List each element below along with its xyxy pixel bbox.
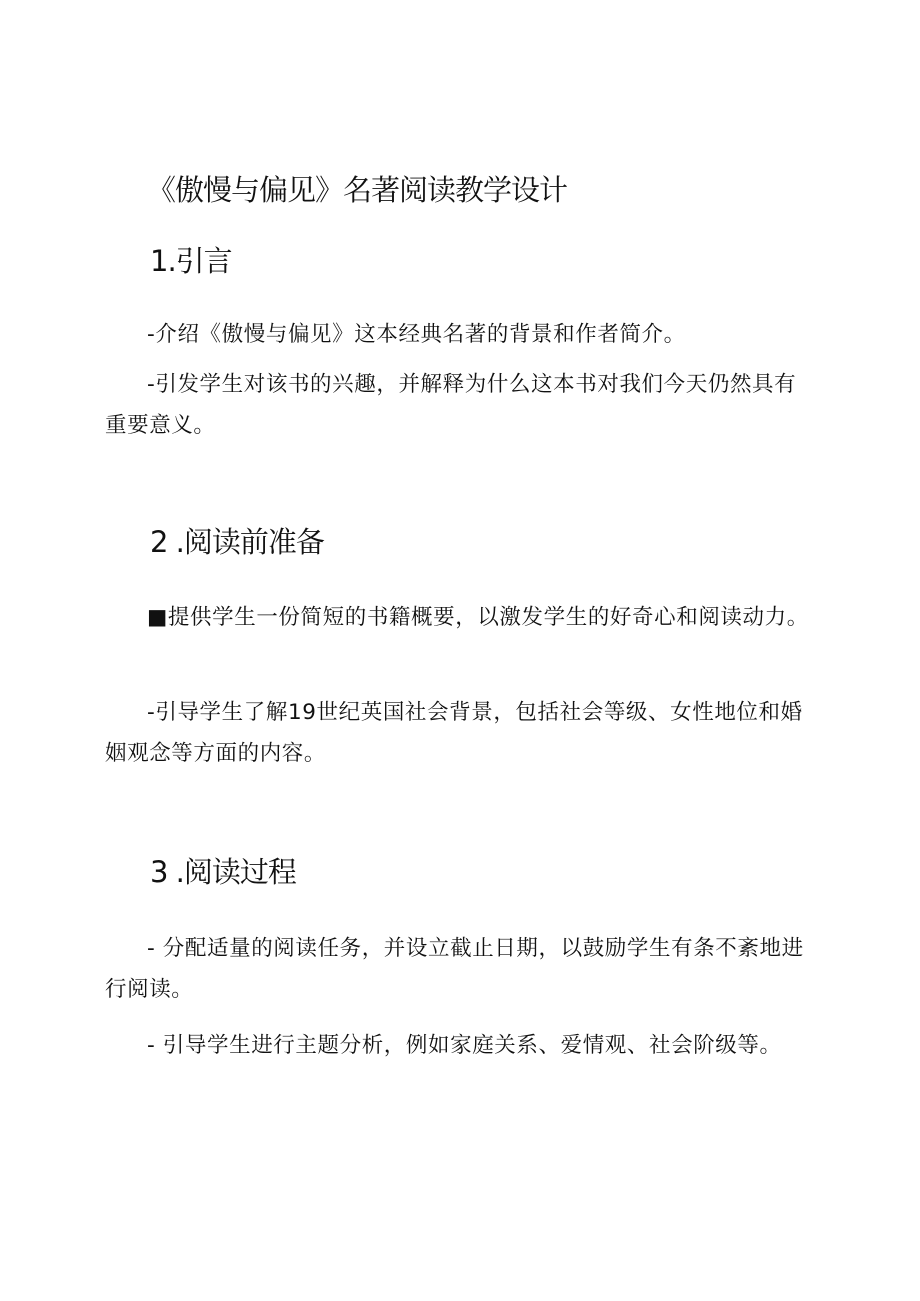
paragraph: ■提供学生一份简短的书籍概要，以激发学生的好奇心和阅读动力。	[147, 605, 809, 630]
paragraph: -引发学生对该书的兴趣，并解释为什么这本书对我们今天仍然具有重要意义。	[105, 372, 797, 438]
paragraph: - 引导学生进行主题分析，例如家庭关系、爱情观、社会阶级等。	[147, 1033, 782, 1058]
section-heading-pre-reading: 2 .阅读前准备	[150, 525, 324, 559]
paragraph: - 分配适量的阅读任务，并设立截止日期，以鼓励学生有条不紊地进行阅读。	[105, 936, 804, 1002]
document-title: 《傲慢与偏见》名著阅读教学设计	[147, 173, 568, 207]
section-heading-introduction: 1.引言	[150, 244, 232, 278]
section-heading-reading-process: 3 .阅读过程	[150, 855, 296, 889]
paragraph: -引导学生了解19世纪英国社会背景，包括社会等级、女性地位和婚姻观念等方面的内容。	[105, 700, 803, 766]
paragraph: -介绍《傲慢与偏见》这本经典名著的背景和作者简介。	[147, 322, 686, 347]
